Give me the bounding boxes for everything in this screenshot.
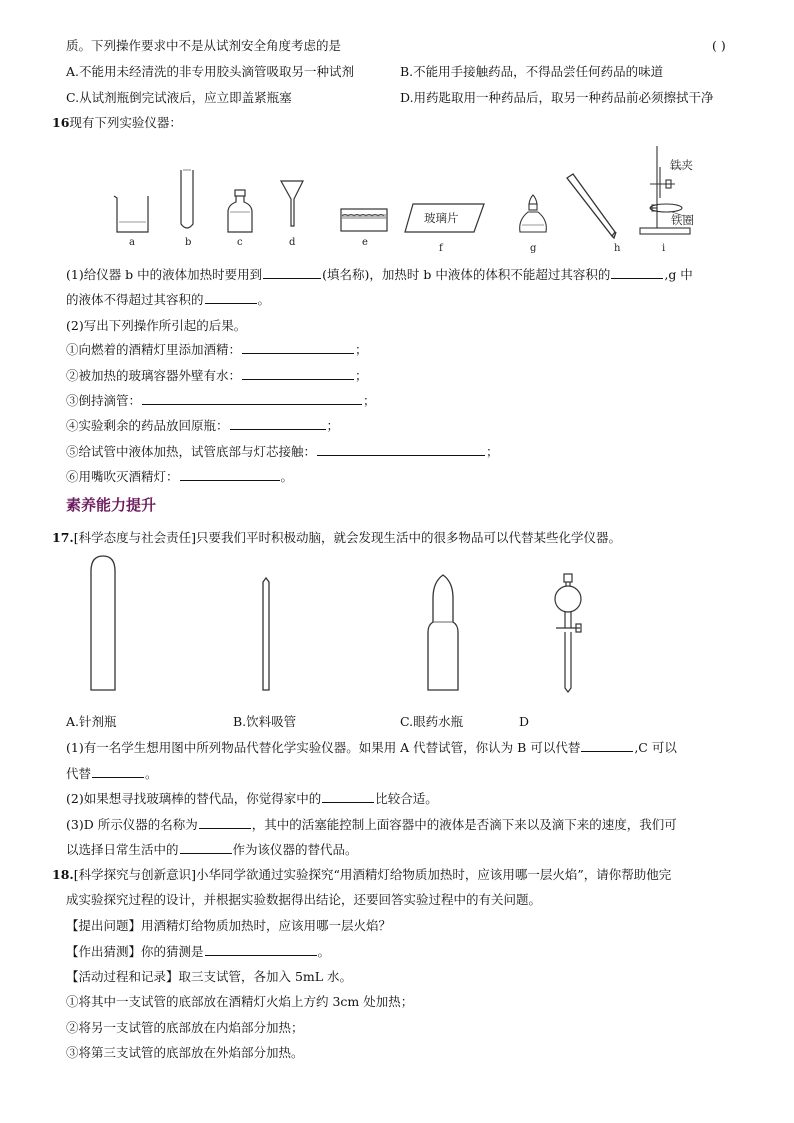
- answer-blank[interactable]: [322, 790, 374, 803]
- q16-item-4: ④实验剩余的药品放回原瓶： ；: [66, 418, 340, 433]
- q18-activity: 【活动过程和记录】取三支试管，各加入 5mL 水。: [66, 969, 353, 984]
- q16-item-6: ⑥用嘴吹灭酒精灯： 。: [66, 469, 294, 484]
- q18-hypothesis: 【作出猜测】你的猜测是 。: [66, 944, 331, 959]
- glass-slide-label: 玻璃片: [424, 211, 459, 225]
- q16-item-1: ①向燃着的酒精灯里添加酒精： ；: [66, 342, 368, 357]
- answer-blank[interactable]: [180, 841, 232, 854]
- q18-stem-line2: 成实验探究过程的设计，并根据实验数据得出结论，还要回答实验过程中的有关问题。: [66, 892, 542, 907]
- iron-clamp-label: 铁夹: [670, 158, 693, 172]
- instrument-label-i: i: [662, 243, 666, 254]
- q15-option-a: A.不能用未经清洗的非专用胶头滴管吸取另一种试剂: [66, 64, 355, 79]
- q15-option-b: B.不能用手接触药品，不得品尝任何药品的味道: [400, 64, 664, 79]
- q16-part1-line1: (1)给仪器 b 中的液体加热时要用到 (填名称)，加热时 b 中液体的体积不能超过其容积的 ,g 中: [66, 267, 693, 282]
- q18-question: 【提出问题】用酒精灯给物质加热时，应该用哪一层火焰？: [66, 918, 392, 933]
- q18-step-3: ③将第三支试管的底部放在外焰部分加热。: [66, 1045, 304, 1060]
- q17-option-d: D: [519, 714, 530, 729]
- section-title: 素养能力提升: [66, 496, 157, 514]
- instrument-label-c: c: [237, 237, 243, 248]
- instrument-label-f: f: [439, 243, 443, 254]
- q15-option-d: D.用药匙取用一种药品后，取另一种药品前必须擦拭干净: [400, 90, 714, 105]
- q15-option-c: C.从试剂瓶倒完试液后，应立即盖紧瓶塞: [66, 90, 292, 105]
- instrument-label-b: b: [185, 237, 192, 248]
- drinking-straw-icon: [263, 578, 269, 690]
- q17-part3-line2: 以选择日常生活中的 作为该仪器的替代品。: [66, 842, 358, 857]
- q16-part2: (2)写出下列操作所引起的后果。: [66, 318, 247, 333]
- q17-stem: 17.[科学态度与社会责任]只要我们平时积极动脑，就会发现生活中的很多物品可以代替某些化学仪器。: [52, 530, 622, 545]
- q15-answer-paren: ( ): [712, 38, 726, 53]
- q17-option-a: A.针剂瓶: [66, 714, 117, 729]
- q16-item-5: ⑤给试管中液体加热，试管底部与灯芯接触： ；: [66, 444, 499, 459]
- instrument-label-a: a: [129, 237, 135, 248]
- q17-option-b: B.饮料吸管: [233, 714, 297, 729]
- q16-part1-line2: 的液体不得超过其容积的 。: [66, 292, 271, 307]
- q16-item-2: ②被加热的玻璃容器外壁有水： ；: [66, 368, 368, 383]
- iron-ring-label: 铁圈: [671, 213, 694, 227]
- answer-blank[interactable]: [581, 739, 633, 752]
- instrument-label-g: g: [530, 243, 537, 254]
- answer-blank[interactable]: [92, 765, 144, 778]
- q15-stem: 质。下列操作要求中不是从试剂安全角度考虑的是: [66, 38, 342, 53]
- answer-blank[interactable]: [199, 816, 251, 829]
- q18-step-1: ①将其中一支试管的底部放在酒精灯火焰上方约 3cm 处加热；: [66, 994, 414, 1009]
- separatory-funnel-icon: [555, 574, 581, 692]
- injection-vial-icon: [91, 556, 115, 690]
- q16-number: 16: [52, 115, 70, 130]
- instrument-label-d: d: [289, 237, 296, 248]
- q18-stem-line1: 18.[科学探究与创新意识]小华同学欲通过实验探究“用酒精灯给物质加热时，应该用哪一层火焰”，请你帮助他完: [52, 867, 672, 882]
- q16-intro-text: 现有下列实验仪器：: [69, 115, 182, 130]
- q17-part1-line1: (1)有一名学生想用图中所列物品代替化学实验仪器。如果用 A 代替试管，你认为 B 可以代替 ,C 可以: [66, 740, 677, 755]
- instrument-label-h: h: [614, 243, 621, 254]
- q16-item-3: ③倒持滴管： ；: [66, 393, 376, 408]
- q17-option-c: C.眼药水瓶: [400, 714, 464, 729]
- q17-part2: (2)如果想寻找玻璃棒的替代品，你觉得家中的 比较合适。: [66, 791, 438, 806]
- instrument-label-e: e: [362, 237, 368, 248]
- answer-blank[interactable]: [205, 943, 317, 956]
- eye-drop-bottle-icon: [428, 575, 458, 690]
- q18-step-2: ②将另一支试管的底部放在内焰部分加热；: [66, 1020, 304, 1035]
- q17-part3-line1: (3)D 所示仪器的名称为 ，其中的活塞能控制上面容器中的液体是否滴下来以及滴下来的速度，我们可: [66, 817, 677, 832]
- q17-part1-line2: 代替 。: [66, 766, 158, 781]
